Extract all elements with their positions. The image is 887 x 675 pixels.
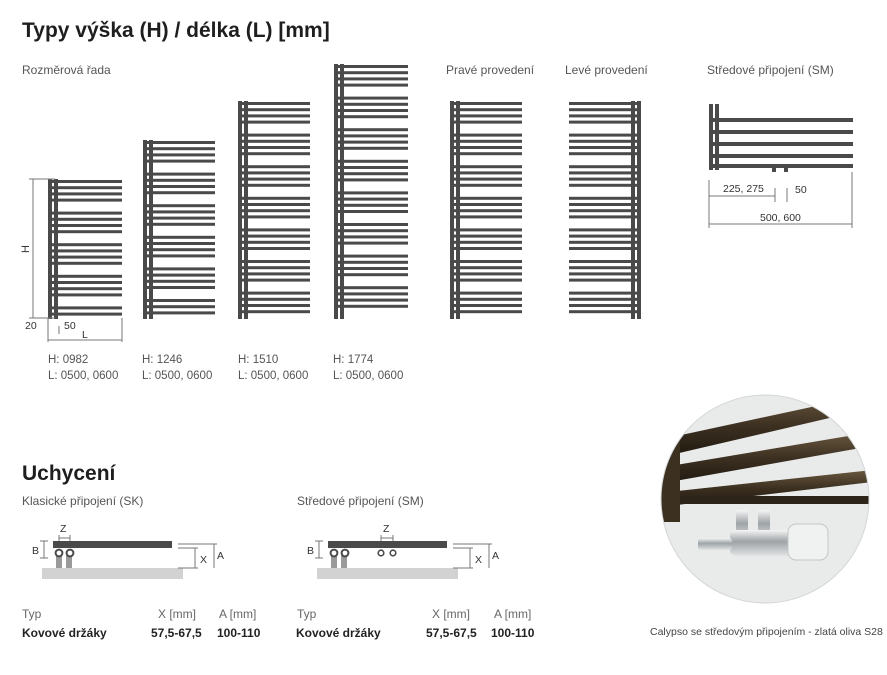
photo-caption: Calypso se středovým připojením - zlatá oliva S28 (650, 626, 883, 638)
variant-left-label: Levé provedení (565, 63, 648, 77)
middle-col-typ: Typ (297, 607, 317, 621)
middle-col-x: X [mm] (432, 607, 470, 621)
radiator-sm-bar (711, 118, 853, 122)
radiator-h1774-bar (336, 71, 408, 74)
radiator-h1774-bar (336, 255, 408, 258)
classic-mount-diagram (20, 515, 250, 585)
wall-block (317, 568, 458, 579)
model-caption-4: H: 1774 L: 0500, 0600 (333, 354, 404, 382)
radiator-h1246-bar (145, 210, 215, 213)
middle-mount-diagram (295, 515, 525, 585)
radiator-h0982-bar (50, 293, 122, 296)
classic-row-a: 100-110 (217, 626, 261, 640)
radiator-right-variant-bar (452, 209, 522, 212)
radiator-right-variant-bar (452, 152, 522, 155)
radiator-h1774-bar (336, 286, 408, 289)
b-label: B (32, 545, 40, 557)
model-caption-2: H: 1246 L: 0500, 0600 (142, 354, 213, 382)
radiator-h1510-bar (240, 134, 310, 137)
radiator-h0982-bar (50, 224, 122, 227)
radiator-h1246-bar (145, 311, 215, 314)
radiator-h1246-bar (145, 147, 215, 150)
radiator-h1510-bar (240, 279, 310, 282)
radiator-h1510-bar (240, 260, 310, 263)
classic-col-x: X [mm] (158, 607, 196, 621)
radiator-right-variant-bar (452, 310, 522, 313)
radiator-left-variant-bar (569, 272, 639, 275)
radiator-h1246-bar (145, 254, 215, 257)
radiator-right-variant-bar (452, 146, 522, 149)
radiator-right-variant-bar (452, 215, 522, 218)
radiator-h1246-bar (145, 299, 215, 302)
classic-row-x: 57,5-67,5 (151, 626, 202, 640)
radiator-right-variant-bar (452, 203, 522, 206)
radiator-h0982-bar (50, 212, 122, 215)
radiator-h1774-bar (336, 84, 408, 87)
sm-offsets-label: 225, 275 (723, 183, 764, 195)
radiator-h1246-bar (145, 248, 215, 251)
radiator-h0982-bar (50, 243, 122, 246)
radiator-left-variant-bar (569, 298, 639, 301)
valve-circle (378, 550, 384, 556)
radiator-h0982-bar (50, 218, 122, 221)
radiator-left-variant-bar (569, 134, 639, 137)
radiator-left-variant-bar (569, 247, 639, 250)
radiator-h1510-bar (240, 272, 310, 275)
radiator-h0982-bar (50, 306, 122, 309)
radiator-left-variant-bar (569, 279, 639, 282)
radiator-left-variant-bar (569, 152, 639, 155)
radiator-sm-pipe (772, 166, 776, 172)
mounting-title: Uchycení (22, 462, 116, 485)
offset-50-label: 50 (64, 320, 76, 332)
radiator-h1774-bar (336, 65, 408, 68)
radiator-right-variant-bar (452, 114, 522, 117)
radiator-h1246-bar (145, 185, 215, 188)
radiator-right-variant-bar (452, 304, 522, 307)
radiator-h1774-bar (336, 204, 408, 207)
model-caption-1: H: 0982 L: 0500, 0600 (48, 354, 119, 382)
a-label: A (217, 550, 225, 562)
radiator-h1774-bar (336, 261, 408, 264)
radiator-h1774-bar (336, 210, 408, 213)
radiator-right-variant-bar (452, 108, 522, 111)
wall-block (42, 568, 183, 579)
radiator-left-variant-bar (569, 197, 639, 200)
radiator-left-variant-bar (569, 184, 639, 187)
classic-col-typ: Typ (22, 607, 42, 621)
radiator-h1510-bar (240, 241, 310, 244)
radiator-h1246-collector (149, 140, 153, 319)
classic-mount-label: Klasické připojení (SK) (22, 494, 144, 508)
radiator-h1510-bar (240, 304, 310, 307)
radiator-right-variant-bar (452, 134, 522, 137)
radiator-sm-bar (711, 130, 853, 134)
radiator-h0982-bar (50, 287, 122, 290)
radiator-left-variant-bar (569, 310, 639, 313)
radiator-right-variant-bar (452, 171, 522, 174)
radiator-h1510-bar (240, 209, 310, 212)
radiator-right-variant-bar (452, 197, 522, 200)
radiator-h0982-bar (50, 249, 122, 252)
sm-width-label: 500, 600 (760, 212, 801, 224)
product-photo (658, 392, 872, 606)
radiator-h0982-bar (50, 313, 122, 316)
radiator-left-variant-bar (569, 304, 639, 307)
radiator-h0982-bar (50, 199, 122, 202)
radiator-h0982-bar (50, 192, 122, 195)
radiator-h1510-bar (240, 152, 310, 155)
radiator-right-variant-bar (452, 184, 522, 187)
radiator-right-variant-bar (452, 272, 522, 275)
x-label: X (475, 554, 483, 566)
sm-offset-50-label: 50 (795, 184, 807, 196)
radiator-h1246-bar (145, 236, 215, 239)
radiator-h1246-bar (145, 286, 215, 289)
radiator-h1510-bar (240, 235, 310, 238)
radiator-left-variant-bar (569, 260, 639, 263)
model-caption-3: H: 1510 L: 0500, 0600 (238, 354, 309, 382)
radiator-h1774-bar (336, 141, 408, 144)
radiator-h1246-bar (145, 223, 215, 226)
radiator-right-variant-bar (452, 121, 522, 124)
middle-mount-label: Středové připojení (SM) (297, 494, 424, 508)
radiator-h0982-bar (50, 262, 122, 265)
middle-col-a: A [mm] (494, 607, 532, 621)
radiator-h1246-bar (145, 173, 215, 176)
radiator-h1510-bar (240, 203, 310, 206)
offset-20-label: 20 (25, 320, 37, 332)
page-title: Typy výška (H) / délka (L) [mm] (22, 19, 330, 42)
radiator-h0982-bar (50, 186, 122, 189)
radiator-h1774-bar (336, 178, 408, 181)
variant-middle-label: Středové připojení (SM) (707, 63, 834, 77)
radiator-sm-bar (711, 142, 853, 146)
radiator-left-variant-bar (569, 102, 639, 105)
radiator-h1510-bar (240, 140, 310, 143)
radiator-h0982-bar (50, 275, 122, 278)
radiator-h1774-bar (336, 229, 408, 232)
radiator-h1774-bar (336, 147, 408, 150)
radiator-h1510-bar (240, 171, 310, 174)
radiator-h1510-bar (240, 228, 310, 231)
pipe-circle (56, 550, 63, 557)
radiator-h1774-bar (336, 172, 408, 175)
radiator-h1774-bar (336, 223, 408, 226)
radiator-h1774-bar (336, 134, 408, 137)
radiator-sm-collector (709, 104, 713, 170)
radiator-left-variant-bar (569, 171, 639, 174)
radiator-h1774-bar (336, 115, 408, 118)
radiator-h1246-bar (145, 280, 215, 283)
radiator-h1774-bar (336, 191, 408, 194)
z-label: Z (383, 523, 390, 535)
radiator-h1246-bar (145, 141, 215, 144)
radiator-h1510-bar (240, 146, 310, 149)
radiator-h1246-collector (143, 140, 147, 319)
radiator-left-variant-bar (569, 215, 639, 218)
radiator-h1774-bar (336, 198, 408, 201)
radiator-h1510-bar (240, 197, 310, 200)
radiator-h1774-bar (336, 235, 408, 238)
radiator-h1774-bar (336, 128, 408, 131)
variant-right-label: Pravé provedení (446, 63, 535, 77)
radiator-right-variant-bar (452, 102, 522, 105)
radiator-h1774-bar (336, 109, 408, 112)
pipe-circle (67, 550, 74, 557)
radiator-right-variant-bar (452, 247, 522, 250)
radiator-h1774-bar (336, 103, 408, 106)
radiator-h1246-bar (145, 274, 215, 277)
radiator-left-variant-bar (569, 114, 639, 117)
radiator-right-variant-bar (452, 241, 522, 244)
radiator-h1246-bar (145, 153, 215, 156)
classic-row-typ: Kovové držáky (22, 626, 107, 640)
radiator-h1774-bar (336, 292, 408, 295)
radiator-h1774-bar (336, 305, 408, 308)
series-label: Rozměrová řada (22, 63, 111, 77)
radiator-h1246-bar (145, 305, 215, 308)
radiator-h1510-bar (240, 102, 310, 105)
radiator-left-variant-bar (569, 241, 639, 244)
radiator-h1246-bar (145, 179, 215, 182)
radiator-h1510-bar (240, 266, 310, 269)
x-label: X (200, 554, 208, 566)
a-label: A (492, 550, 500, 562)
radiator-left-variant-bar (569, 165, 639, 168)
radiator-bar (328, 541, 447, 548)
radiator-h1510-bar (240, 310, 310, 313)
radiator-sm-collector (715, 104, 719, 170)
radiator-right-variant-bar (452, 298, 522, 301)
radiator-right-variant-bar (452, 266, 522, 269)
radiator-h1774-bar (336, 267, 408, 270)
radiator-h1510-bar (240, 247, 310, 250)
radiator-h1510-bar (240, 292, 310, 295)
valve-circle (390, 550, 396, 556)
radiator-h0982-bar (50, 180, 122, 183)
radiator-left-variant-bar (569, 266, 639, 269)
radiator-left-variant-bar (569, 203, 639, 206)
radiator-h1246-bar (145, 191, 215, 194)
radiator-h1246-bar (145, 160, 215, 163)
radiator-h1246-bar (145, 242, 215, 245)
radiator-right-variant-bar (452, 279, 522, 282)
radiator-h1774-bar (336, 160, 408, 163)
l-label: L (82, 329, 88, 341)
middle-row-x: 57,5-67,5 (426, 626, 477, 640)
radiator-h0982-bar (50, 281, 122, 284)
radiator-h1774-bar (336, 273, 408, 276)
radiator-right-variant-bar (452, 178, 522, 181)
radiator-h0982-bar (50, 256, 122, 259)
radiator-right-variant-bar (452, 140, 522, 143)
radiator-left-variant-bar (569, 292, 639, 295)
radiator-sm-pipe (784, 166, 788, 172)
b-label: B (307, 545, 315, 557)
radiator-h1510-bar (240, 165, 310, 168)
radiator-sm-bar (711, 154, 853, 158)
pipe-circle (331, 550, 338, 557)
radiator-left-variant-bar (569, 178, 639, 181)
radiator-left-variant-bar (569, 121, 639, 124)
radiator-bar (53, 541, 172, 548)
radiator-h1774-bar (336, 242, 408, 245)
classic-col-a: A [mm] (219, 607, 257, 621)
radiator-h1246-bar (145, 204, 215, 207)
radiator-right-variant-bar (452, 235, 522, 238)
radiator-h1510-bar (240, 298, 310, 301)
radiator-h1774-bar (336, 97, 408, 100)
radiator-left-variant-bar (569, 209, 639, 212)
radiator-right-variant-bar (452, 228, 522, 231)
radiator-h1510-bar (240, 121, 310, 124)
radiator-left-variant-bar (569, 146, 639, 149)
radiator-right-variant-bar (452, 260, 522, 263)
pipe-circle (342, 550, 349, 557)
radiator-h1246-bar (145, 217, 215, 220)
radiator-sm-bar (711, 164, 853, 168)
radiator-h1510-bar (240, 114, 310, 117)
radiator-h1510-bar (240, 215, 310, 218)
radiator-h1774-bar (336, 166, 408, 169)
middle-row-typ: Kovové držáky (296, 626, 381, 640)
radiator-left-variant-bar (569, 108, 639, 111)
radiator-right-variant-bar (452, 165, 522, 168)
z-label: Z (60, 523, 67, 535)
radiator-left-variant-bar (569, 235, 639, 238)
radiator-h1774-bar (336, 299, 408, 302)
radiator-h1774-bar (336, 77, 408, 80)
h-label: H (20, 245, 32, 253)
radiator-right-variant-bar (452, 292, 522, 295)
radiator-h0982-bar (50, 230, 122, 233)
radiator-h1510-bar (240, 108, 310, 111)
radiator-h1246-bar (145, 267, 215, 270)
radiator-left-variant-bar (569, 228, 639, 231)
middle-row-a: 100-110 (491, 626, 535, 640)
radiator-h1510-bar (240, 184, 310, 187)
radiator-h1510-bar (240, 178, 310, 181)
radiator-left-variant-bar (569, 140, 639, 143)
